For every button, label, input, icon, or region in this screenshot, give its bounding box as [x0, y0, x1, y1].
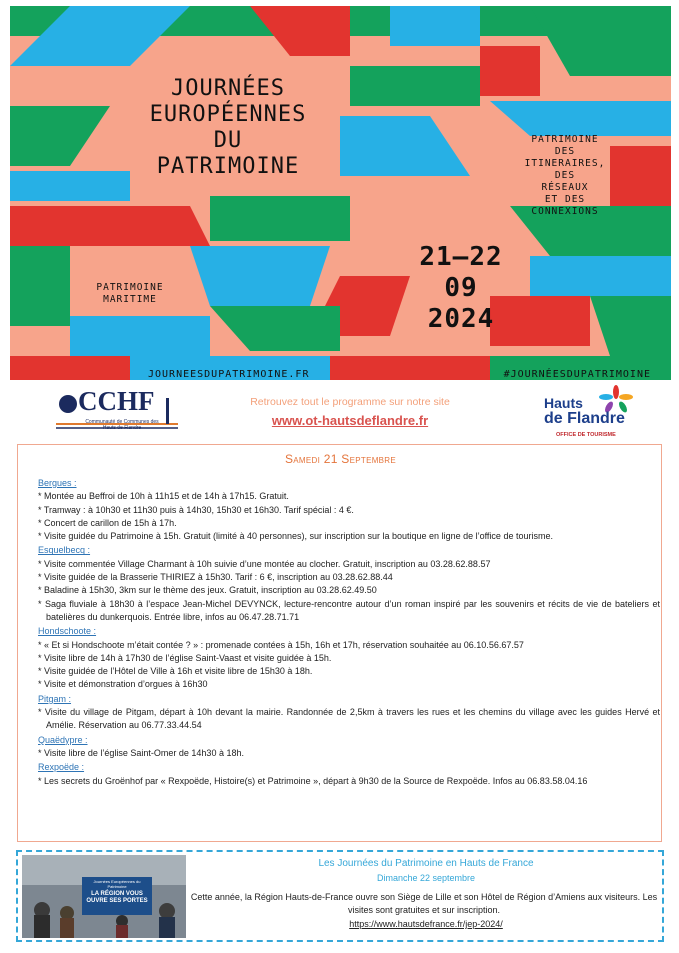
program-item: * Visite commentée Village Charmant à 10h suivie d’une montée au clocher. Gratuit, inscription au 03.28.62.88.57 [38, 558, 660, 571]
poster-date-line: 2024 [427, 304, 495, 334]
program-item: * « Et si Hondschoote m’était contée ? » : promenade contées à 15h, 16h et 17h, réservation souhaitée au 06.10.56.67.57 [38, 639, 660, 652]
region-photo-caption: LA RÉGION VOUS OUVRE SES PORTES [86, 891, 148, 904]
region-box [16, 850, 664, 942]
poster-date-line: 21–22 [419, 242, 503, 272]
program-item: * Saga fluviale à 18h30 à l’espace Jean-Michel DEVYNCK, lecture-rencontre autour d’un roman inspiré par les souvenirs et récits de vie de bateliers et batelières du dunkerquois. Entrée libre, infos au 06.47.28.71.71 [38, 598, 660, 625]
poster-theme-line: ET DES [544, 194, 586, 205]
cchf-name: CCHF [78, 386, 155, 416]
site-promo-link[interactable]: www.ot-hautsdeflandre.fr [271, 413, 429, 428]
hdf-subtitle: OFFICE DE TOURISME [556, 432, 616, 438]
region-photo-caption: Journées Européennes du Patrimoine [93, 879, 141, 889]
program-item: * Les secrets du Groënhof par « Rexpoëde, Histoire(s) et Patrimoine », départ à 9h30 de la Source de Rexpoëde. Infos au 06.83.58.04.16 [38, 775, 660, 788]
site-promo [200, 396, 500, 428]
poster-title-line: DU [213, 128, 243, 153]
poster-title-line: EUROPÉENNES [149, 102, 307, 127]
town-heading: Pitgam : [38, 693, 72, 704]
poster-theme-line: RÉSEAUX [541, 182, 589, 193]
program-item: * Concert de carillon de 15h à 17h. [38, 517, 660, 530]
poster-maritime-line: MARITIME [103, 294, 157, 305]
poster-theme-line: PATRIMOINE [531, 134, 599, 145]
program-title: Samedi 21 Septembre [284, 452, 397, 466]
poster-title [118, 76, 338, 180]
poster-theme-line: ITINERAIRES, [524, 158, 606, 169]
cchf-logo [48, 384, 186, 434]
program-box [17, 444, 662, 842]
town-heading: Rexpoëde : [38, 762, 85, 773]
poster-themes [510, 134, 620, 218]
hdf-name-line: Hauts [544, 395, 583, 411]
poster-url: JOURNEESDUPATRIMOINE.FR [148, 369, 310, 380]
poster-title-line: JOURNÉES [171, 76, 285, 101]
region-text: Cette année, la Région Hauts-de-France ouvre son Siège de Lille et son Hôtel de Région d’Amiens aux visiteurs. Les visites sont gratuites et sur inscription. [190, 892, 658, 915]
event-poster [10, 6, 671, 380]
program-item: * Visite libre de 14h à 17h30 de l’église Saint-Vaast et visite guidée à 15h. [38, 652, 660, 665]
poster-date-line: 09 [444, 273, 478, 303]
program-item: * Visite du village de Pitgam, départ à 10h devant la mairie. Randonnée de 2,5km à travers les rues et les chemins du village avec les guides Hervé et Amélie. Réservation au 06.77.33.44.54 [38, 706, 660, 733]
program-list [38, 476, 660, 788]
hdf-name [544, 396, 625, 426]
poster-theme-line: DES [554, 170, 576, 181]
hauts-de-flandre-logo [538, 384, 638, 444]
region-date: Dimanche 22 septembre [376, 873, 476, 883]
poster-hashtag: #JOURNÉESDUPATRIMOINE [503, 369, 651, 380]
town-heading: Hondschoote : [38, 626, 97, 637]
poster-maritime-line: PATRIMOINE [96, 282, 164, 293]
site-promo-text: Retrouvez tout le programme sur notre site [250, 396, 450, 408]
program-item: * Montée au Beffroi de 10h à 11h15 et de 14h à 17h15. Gratuit. [38, 490, 660, 503]
poster-maritime [80, 282, 180, 306]
town-heading: Esquelbecq : [38, 545, 91, 556]
program-item: * Visite guidée de la Brasserie THIRIEZ à 15h30. Tarif : 6 €, inscription au 03.28.62.88.44 [38, 571, 660, 584]
program-item: * Visite libre de l’église Saint-Omer de 14h30 à 18h. [38, 747, 660, 760]
poster-theme-line: DES [554, 146, 576, 157]
region-title: Les Journées du Patrimoine en Hauts de France [318, 858, 534, 869]
program-item: * Visite guidée de l’Hôtel de Ville à 16h et visite libre de 15h30 à 18h. [38, 665, 660, 678]
region-link[interactable]: https://www.hautsdefrance.fr/jep-2024/ [349, 919, 503, 929]
poster-title-line: PATRIMOINE [156, 154, 300, 179]
poster-dates [405, 242, 517, 335]
program-item: * Tramway : à 10h30 et 11h30 puis à 14h30, 15h30 et 16h30. Tarif spécial : 4 €. [38, 504, 660, 517]
cchf-subtitle: Communauté de Communes des Hauts de Flandre [85, 419, 159, 431]
town-heading: Quaëdypre : [38, 734, 88, 745]
program-item: * Baladine à 15h30, 3km sur le thème des jeux. Gratuit, inscription au 03.28.62.49.50 [38, 584, 660, 597]
program-item: * Visite et démonstration d’orgues à 16h30 [38, 678, 660, 691]
hdf-name-line: de Flandre [544, 410, 625, 427]
town-heading: Bergues : [38, 478, 77, 488]
program-item: * Visite guidée du Patrimoine à 15h. Gratuit (limité à 40 personnes), sur inscription sur la boutique en ligne de l’office de tourisme. [38, 530, 660, 543]
poster-theme-line: CONNEXIONS [531, 206, 599, 217]
region-photo [22, 855, 186, 938]
